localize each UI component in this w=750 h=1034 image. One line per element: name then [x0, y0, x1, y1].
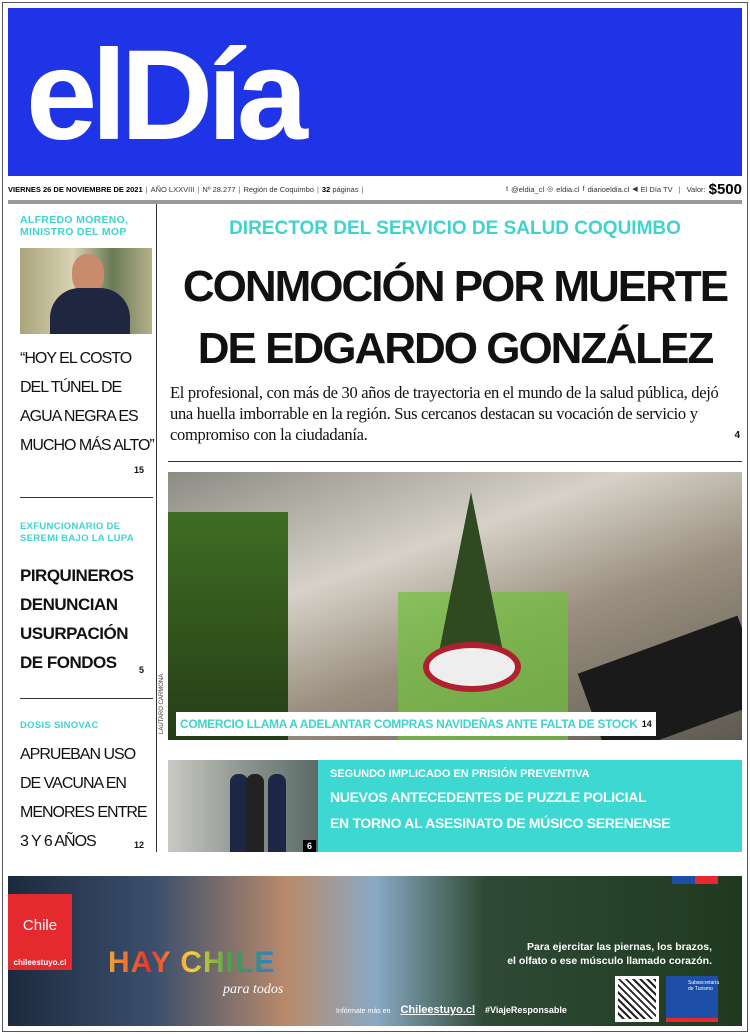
page-ref: 4 — [734, 430, 740, 441]
headline-line: “HOY EL COSTO — [20, 350, 132, 367]
divider — [20, 698, 153, 699]
divider — [20, 497, 153, 498]
photo-caption[interactable] — [176, 712, 656, 736]
government-logo: Subsecretaría de Turismo — [666, 976, 718, 1022]
headline-text: CONMOCIÓN POR MUERTE — [182, 262, 728, 311]
ad-url: chileestuyo.cl — [8, 956, 72, 970]
region: Región de Coquimbo — [243, 184, 314, 194]
tv-link[interactable]: El Día TV — [640, 184, 673, 194]
secondary-headline-line: EN TORNO AL ASESINATO DE MÚSICO SERENENSE — [330, 815, 671, 831]
headline-line: AGUA NEGRA ES — [20, 408, 138, 425]
headline-line: 3 Y 6 AÑOS — [20, 833, 96, 850]
pages-label: páginas — [332, 184, 359, 194]
ad-copy-line: Para ejercitar las piernas, los brazos, — [526, 941, 712, 953]
mall-christmas-photo[interactable] — [168, 472, 742, 740]
page-count: 32 — [321, 184, 331, 194]
issue-date: VIERNES 26 DE NOVIEMBRE DE 2021 — [8, 184, 143, 194]
speaker-icon: ◀ — [632, 186, 638, 193]
chile-logo: Chile — [8, 894, 72, 956]
secondary-headline-line: NUEVOS ANTECEDENTES DE PUZZLE POLICIAL — [330, 789, 647, 805]
main-headline-line2[interactable] — [168, 318, 742, 380]
slogan-text: HAY CHILE — [108, 946, 276, 979]
story3-kicker: DOSIS SINOVAC — [20, 720, 99, 731]
page-ref: 5 — [138, 665, 144, 675]
price: $500 — [708, 180, 742, 198]
qr-code — [615, 976, 659, 1022]
price-label: Valor: — [686, 184, 706, 194]
issue-number: Nº 28.277 — [202, 184, 236, 194]
main-kicker — [168, 218, 742, 240]
ad-info-url[interactable]: Chileestuyo.cl — [400, 1004, 476, 1016]
ad-hashtag: #ViajeResponsable — [485, 1005, 567, 1015]
headline-line: DE VACUNA EN — [20, 775, 126, 792]
ad-slogan-sub: para todos — [223, 982, 284, 997]
instagram-handle[interactable]: eldia.cl — [556, 184, 580, 194]
facebook-handle[interactable]: diarioeldia.cl — [587, 184, 630, 194]
logo: elDía — [26, 24, 302, 167]
secondary-text-box — [318, 760, 742, 852]
main-headline-line1[interactable] — [168, 256, 742, 318]
masthead — [8, 8, 742, 176]
headline-line: MENORES ENTRE — [20, 804, 147, 821]
left-column — [8, 204, 157, 852]
secondary-story[interactable] — [168, 760, 742, 852]
headline-line: DENUNCIAN — [20, 595, 118, 614]
divider — [168, 461, 742, 462]
story2-kicker: EXFUNCIONARIO DE SEREMI BAJO LA LUPA — [20, 521, 134, 544]
ad-copy-line: el olfato o ese músculo llamado corazón. — [507, 955, 712, 967]
ad-info-label: Infórmate más en — [336, 1008, 391, 1015]
arrest-photo — [168, 760, 318, 852]
headline-line: PIRQUINEROS — [20, 566, 134, 585]
headline-line: USURPACIÓN — [20, 624, 129, 643]
info-bar: VIERNES 26 DE NOVIEMBRE DE 2021 | AÑO LXXVIII | Nº 28.277 | Región de Coquimbo | 32 páginas | t @eldia_cl ◎ eldia.cl f diarioeldia.cl ◀ El Día TV | Valor: $500 — [8, 180, 742, 198]
ad-slogan — [108, 946, 275, 980]
ad-copy — [507, 940, 712, 968]
page-ref: 15 — [133, 465, 144, 475]
story1-headline[interactable] — [20, 344, 153, 460]
social-links: t @eldia_cl ◎ eldia.cl f diarioeldia.cl ◀ El Día TV | Valor: $500 — [502, 180, 742, 198]
ad-info — [336, 1004, 567, 1016]
page-ref: 12 — [133, 840, 144, 850]
page-ref: 6 — [303, 840, 316, 852]
twitter-handle[interactable]: @eldia_cl — [511, 184, 545, 194]
issue-year: AÑO LXXVIII — [150, 184, 195, 194]
moreno-photo — [20, 248, 152, 334]
headline-line: DEL TÚNEL DE — [20, 379, 122, 396]
main-kicker-text: DIRECTOR DEL SERVICIO DE SALUD COQUIMBO — [229, 218, 681, 239]
secondary-kicker: SEGUNDO IMPLICADO EN PRISIÓN PREVENTIVA — [330, 768, 590, 780]
advertisement-banner[interactable] — [8, 876, 742, 1026]
page-ref: 14 — [641, 719, 652, 729]
chile-flag-stripe — [672, 876, 718, 884]
instagram-icon: ◎ — [547, 186, 554, 193]
story2-headline[interactable] — [20, 561, 140, 677]
main-deck: El profesional, con más de 30 años de trayectoria en el mundo de la salud pública, dejó una huella imborrable en la región. Sus cercanos destacan su vocación de servicio y compromiso con la ciudadanía. — [170, 383, 719, 444]
facebook-icon: f — [582, 185, 585, 193]
photo-credit: LAUTARO CARMONA — [159, 673, 165, 734]
headline-text: DE EDGARDO GONZÁLEZ — [197, 324, 713, 373]
headline-line: DE FONDOS — [20, 653, 117, 672]
headline-line: MUCHO MÁS ALTO” — [20, 437, 154, 454]
twitter-icon: t — [506, 185, 509, 193]
headline-line: APRUEBAN USO — [20, 746, 136, 763]
caption-text: COMERCIO LLAMA A ADELANTAR COMPRAS NAVIDEÑAS ANTE FALTA DE STOCK — [180, 717, 638, 731]
story1-kicker: ALFREDO MORENO, MINISTRO DEL MOP — [20, 214, 129, 238]
